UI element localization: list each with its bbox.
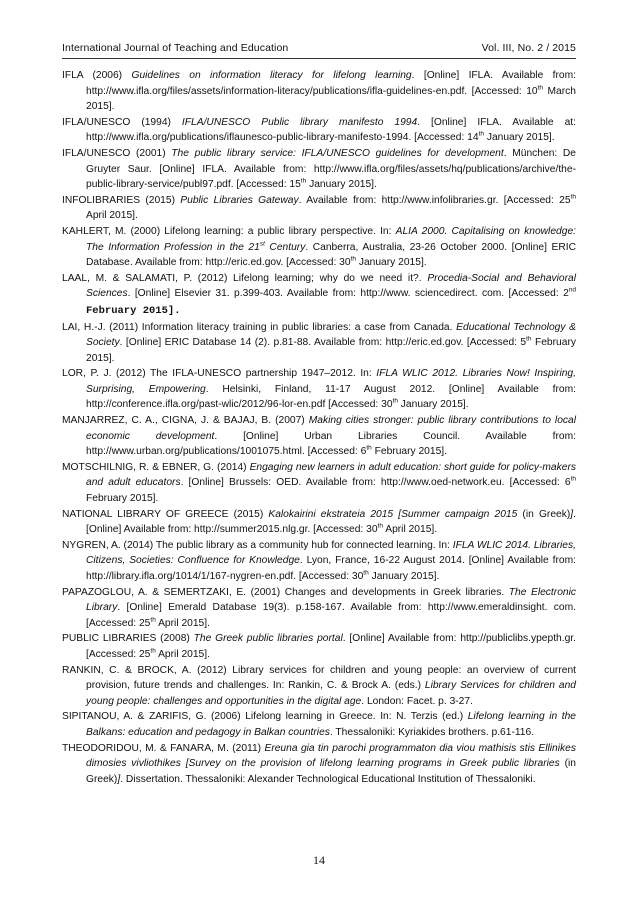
ordinal-suffix: th	[366, 444, 372, 452]
reference-text: KAHLERT, M. (2000) Lifelong learning: a public library perspective. In:	[62, 225, 396, 237]
reference-entry	[62, 631, 576, 662]
reference-entry	[62, 224, 576, 271]
reference-title: Kalokairini ekstrateia 2015 [Summer campaign 2015	[268, 508, 518, 520]
reference-text: (in Greek)	[517, 508, 571, 520]
ordinal-suffix: th	[363, 569, 369, 577]
reference-text: LAAL, M. & SALAMATI, P. (2012) Lifelong learning; why do we need it?.	[62, 272, 428, 284]
ordinal-suffix: th	[526, 335, 532, 343]
reference-text: March 2015].	[86, 85, 576, 113]
reference-text: . [Online] Brussels: OED. Available from: http://www.oed-network.eu. [Accessed: 6	[180, 477, 571, 489]
reference-text: February 2015].	[371, 446, 447, 458]
reference-text: . [Online] Emerald Database 19(3). p.158-167. Available from: http://www.emeraldinsight. com. [Accessed: 25	[86, 602, 576, 629]
ordinal-suffix: th	[150, 616, 156, 624]
reference-text: April 2015].	[86, 210, 138, 222]
ordinal-suffix: th	[150, 647, 156, 655]
ordinal-suffix: nd	[568, 286, 576, 294]
reference-text: January 2015].	[306, 179, 377, 191]
reference-title: The public library service: IFLA/UNESCO guidelines for development	[171, 147, 504, 159]
reference-text: . [Online] IFLA. Available at: http://www.ifla.org/publications/iflaunesco-public-library-manifesto-1994. [Accessed: 14	[86, 116, 576, 144]
reference-text: January 2015].	[368, 571, 440, 582]
reference-text: . Canberra, Australia, 23-26 October 2000. [Online] ERIC Database. Available from: http://eric.ed.gov. [Accessed: 30	[86, 241, 576, 269]
reference-text: . London: Facet. p. 3-27.	[361, 695, 473, 707]
ordinal-suffix: th	[570, 193, 576, 201]
ordinal-suffix: th	[350, 255, 356, 263]
reference-text: THEODORIDOU, M. & FANARA, M. (2011)	[62, 742, 265, 754]
reference-entry	[62, 507, 576, 538]
reference-title: The Electronic Library	[86, 586, 576, 614]
ordinal-suffix: th	[570, 476, 577, 484]
ordinal-suffix: th	[478, 130, 484, 138]
ordinal-suffix: th	[537, 84, 544, 92]
reference-text: PAPAZOGLOU, A. & SEMERTZAKI, E. (2001) Changes and developments in Greek libraries.	[62, 586, 509, 598]
running-header	[62, 42, 576, 60]
reference-text: January 2015].	[483, 132, 555, 144]
reference-entry	[62, 366, 576, 413]
reference-title: The Greek public libraries portal	[193, 633, 343, 645]
reference-entry	[62, 538, 576, 585]
reference-text: . Thessaloniki: Kyriakides brothers. p.61-116.	[329, 726, 535, 738]
reference-text: NATIONAL LIBRARY OF GREECE (2015)	[62, 508, 269, 520]
reference-text: NYGREN, A. (2014) The public library as a community hub for connected learning. In:	[62, 539, 453, 551]
reference-text: February 2015].	[86, 337, 576, 364]
reference-text: . [Online] Available from: http://publiclibs.ypepth.gr. [Accessed: 25	[86, 633, 576, 660]
reference-text: . Dissertation. Thessaloniki: Alexander Technological Educational Institution of Thessaloniki.	[120, 773, 536, 785]
ordinal-suffix: th	[300, 177, 307, 185]
reference-text: LAI, H.-J. (2011) Information literacy training in public libraries: a case from Canada.	[62, 321, 457, 333]
reference-text: IFLA/UNESCO (1994)	[62, 116, 182, 128]
reference-title: ]	[117, 773, 121, 785]
reference-text: . Lyon, France, 16-22 August 2014. [Online] Available from: http://library.ifla.org/1014/1/167-nygren-en.pdf. [Accessed: 30	[86, 555, 576, 582]
reference-text: . [Online] IFLA. Available from: http://www.ifla.org/files/assets/information-literacy/publications/ifla-guidelines-en.pdf. [Accessed: 10	[86, 70, 576, 97]
reference-entry	[62, 68, 576, 115]
reference-text: IFLA/UNESCO (2001)	[62, 147, 172, 159]
reference-entry	[62, 413, 576, 460]
reference-text: . [Online] Available from: http://summer2015.nlg.gr. [Accessed: 30	[86, 508, 576, 536]
reference-text: SIPITANOU, A. & ZARIFIS, G. (2006) Lifelong learning in Greece. In: N. Terzis (ed.)	[62, 711, 468, 723]
reference-title: IFLA WLIC 2014. Libraries, Citizens, Societies: Confluence for Knowledge	[86, 539, 576, 567]
reference-title: Engaging new learners in adult education: short guide for policy-makers and adult educators	[86, 461, 576, 489]
reference-title: Educational Technology & Society	[86, 321, 576, 349]
reference-title: Public Libraries Gateway	[180, 194, 299, 206]
reference-title: Ereuna gia tin parochi programmaton dia viou mathisis stis Ellinikes dimosies vivliothikes [Survey on the provision of lifelong learning programs in Greek public libraries	[86, 742, 576, 770]
reference-text: PUBLIC LIBRARIES (2008)	[62, 633, 194, 645]
reference-text: April 2015].	[382, 524, 438, 536]
reference-entry	[62, 663, 576, 710]
reference-entry	[62, 460, 576, 507]
reference-text: . Available from: http://www.infolibraries.gr. [Accessed: 25	[298, 194, 571, 206]
reference-text: . [Online] Urban Libraries Council. Available from: http://www.urban.org/publications/1001075.html. [Accessed: 6	[86, 430, 576, 458]
reference-title: Library Services for children and young people: challenges and opportunities in the digital age	[86, 680, 576, 707]
reference-text: . [Online] Elsevier 31. p.399-403. Available from: http://www. sciencedirect. com. [Accessed: 2	[127, 288, 569, 300]
reference-entry	[62, 271, 576, 320]
journal-title: International Journal of Teaching and Education	[62, 42, 289, 54]
page-number: 14	[313, 853, 325, 867]
reference-text: February 2015].	[86, 493, 159, 505]
reference-entry	[62, 709, 576, 740]
reference-entry	[62, 320, 576, 367]
reference-entry	[62, 193, 576, 224]
reference-entry	[62, 585, 576, 632]
reference-list	[62, 68, 576, 787]
reference-entry	[62, 115, 576, 146]
reference-title: ALIA 2000. Capitalising on knowledge: The Information Profession in the 21	[86, 225, 576, 253]
ordinal-suffix: st	[259, 240, 265, 248]
reference-text: MOTSCHILNIG, R. & EBNER, G. (2014)	[62, 461, 250, 473]
ordinal-suffix: th	[392, 398, 398, 406]
reference-entry	[62, 741, 576, 788]
reference-text: . München: De Gruyter Saur. [Online] IFLA. Available from: http://www.ifla.org/files/assets/hq/publications/archive/the-public-library-service/publ97.pdf. [Accessed: 15	[86, 147, 576, 191]
ordinal-suffix: th	[377, 522, 383, 530]
reference-text: (in Greek)	[86, 758, 576, 785]
reference-text: INFOLIBRARIES (2015)	[62, 194, 181, 206]
reference-text: April 2015].	[155, 648, 210, 660]
reference-text: . [Online] ERIC Database 14 (2). p.81-88. Available from: http://eric.ed.gov. [Accessed: 5	[119, 337, 527, 349]
reference-title: IFLA/UNESCO Public library manifesto 1994	[181, 116, 418, 128]
reference-text: RANKIN, C. & BROCK, A. (2012) Library services for children and young people: an overview of current provision, future trends and challenges. In: Rankin, C. & Brock A. (eds.)	[62, 664, 576, 692]
reference-entry	[62, 146, 576, 193]
reference-title: Century	[264, 241, 306, 253]
reference-text: January 2015].	[397, 399, 469, 411]
reference-text: IFLA (2006)	[62, 70, 132, 81]
reference-text: January 2015].	[355, 257, 427, 269]
reference-text: February 2015].	[86, 304, 181, 317]
reference-title: Procedia-Social and Behavioral Sciences	[86, 272, 577, 300]
reference-text: April 2015].	[155, 617, 210, 629]
reference-text: LOR, P. J. (2012) The IFLA-UNESCO partnership 1947–2012. In:	[62, 368, 377, 380]
reference-text: MANJARREZ, C. A., CIGNA, J. & BAJAJ, B. (2007)	[62, 415, 309, 427]
reference-title: Lifelong learning in the Balkans: education and pedagogy in Balkan countries	[86, 711, 576, 738]
reference-title: Guidelines on information literacy for lifelong learning	[131, 70, 412, 81]
volume-issue: Vol. III, No. 2 / 2015	[481, 42, 576, 54]
header-rule	[62, 58, 576, 59]
reference-title: IFLA WLIC 2012. Libraries Now! Inspiring, Surprising, Empowering	[86, 368, 576, 395]
reference-title: Making cities stronger: public library contributions to local economic development	[86, 415, 576, 442]
reference-text: . Helsinki, Finland, 11-17 August 2012. [Online] Available from: http://conference.ifla.org/past-wlic/2012/96-lor-en.pdf [Accessed: 30	[86, 383, 577, 411]
reference-title: ]	[570, 508, 574, 520]
